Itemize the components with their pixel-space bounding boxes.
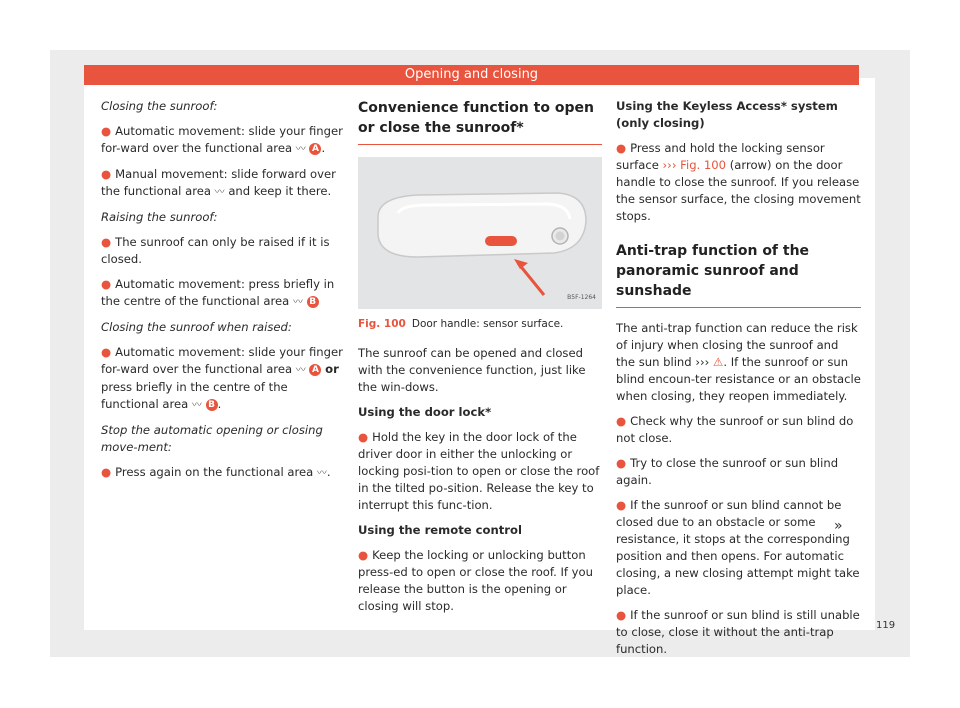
list-item [616,497,861,599]
wave-icon: 〰 [214,187,225,198]
wave-icon: 〰 [295,144,306,155]
door-handle-illustration [358,157,602,309]
item-text: Check why the sunroof or sun blind do not close. [616,414,854,445]
list-item [616,413,861,447]
or-text: or [325,362,339,376]
list-item [101,344,349,414]
bullet-icon: ● [616,414,627,428]
list-item [358,547,602,615]
item-text: (arrow) on the door handle to close the sunroof. If you release the sensor surface, the closing movement stops. [616,158,861,223]
bullet-icon: ● [101,235,112,249]
marker-a: A [309,143,321,155]
bullet-icon: ● [616,608,627,622]
caption-text: Door handle: sensor surface. [411,318,564,330]
warning-icon: ⚠ [712,355,724,369]
item-text: Hold the key in the door lock of the driver door in either the unlocking or locking posi-tion to open or close the roof in the tilted po-sition. Release the key to interrupt this func-tion. [358,430,600,512]
wave-icon: 〰 [295,365,306,376]
bullet-icon: ● [358,430,369,444]
bullet-icon: ● [616,141,627,155]
marker-b: B [307,296,319,308]
bullet-icon: ● [616,498,627,512]
item-text: Try to close the sunroof or sun blind again. [616,456,839,487]
section-title-antitrap: Anti-trap function of the panoramic sunroof and sunshade [616,241,861,308]
bullet-icon: ● [101,277,112,291]
list-item [616,140,861,225]
list-item [101,276,349,311]
item-text: Automatic movement: press briefly in the centre of the functional area [101,277,335,308]
item-text: The sunroof can only be raised if it is closed. [101,235,330,266]
bullet-icon: ● [101,345,112,359]
bullet-icon: ● [101,124,112,138]
list-item [101,166,349,201]
item-text: . [326,465,331,479]
list-item [101,123,349,158]
bullet-icon: ● [358,548,369,562]
closing-raised-heading: Closing the sunroof when raised: [101,320,292,334]
item-text: Automatic movement: slide your finger for-ward over the functional area [101,345,343,376]
stop-heading: Stop the automatic opening or closing move-ment: [101,423,323,454]
list-item [616,455,861,489]
raising-heading: Raising the sunroof: [101,210,218,224]
marker-b: B [206,399,218,411]
figure-code: B5F-1264 [567,294,596,301]
column-3 [616,98,861,666]
list-item [101,464,349,482]
figure-caption [358,317,602,331]
item-text: Press again on the functional area [115,465,314,479]
item-text: . [217,397,222,411]
page-header: Opening and closing [84,65,859,85]
item-text: press briefly in the centre of the functional area [101,380,288,411]
closing-heading: Closing the sunroof: [101,99,218,113]
wave-icon: 〰 [316,468,327,479]
door-lock-heading: Using the door lock* [358,405,492,419]
section-title-convenience: Convenience function to open or close the sunroof* [358,98,602,145]
item-text: Press and hold the locking sensor surface [616,141,825,172]
marker-a: A [309,364,321,376]
bullet-icon: ● [101,167,112,181]
item-text: . [321,141,326,155]
keyless-heading: Using the Keyless Access* system (only closing) [616,99,838,130]
figure-door-handle [358,157,602,309]
item-text: If the sunroof or sun blind is still unable to close, close it without the anti-trap function. [616,608,860,656]
continue-arrow: » [834,518,843,534]
figure-number: Fig. 100 [358,318,406,330]
column-1 [101,98,349,490]
wave-icon: 〰 [292,297,303,308]
list-item [101,234,349,268]
item-text: Manual movement: slide forward over the functional area [101,167,336,198]
column-2 [358,98,602,623]
page-number: 119 [876,620,896,631]
list-item [358,429,602,514]
item-text: . If the sunroof or sun blind encoun-ter resistance or an obstacle when closing, they reopen immediately. [616,355,861,403]
cross-reference[interactable]: ››› [695,355,710,369]
item-text: The anti-trap function can reduce the risk of injury when closing the sunroof and the sun blind [616,321,858,369]
bullet-icon: ● [616,456,627,470]
list-item [616,607,861,658]
wave-icon: 〰 [191,400,202,411]
item-text: Keep the locking or unlocking button press-ed to open or close the roof. If you release the button is the opening or closing will stop. [358,548,593,613]
remote-heading: Using the remote control [358,523,522,537]
item-text: If the sunroof or sun blind cannot be closed due to an obstacle or some resistance, it stops at the corresponding position and then opens. For automatic closing, a new closing attempt might take place. [616,498,860,597]
item-text: Automatic movement: slide your finger for-ward over the functional area [101,124,343,155]
intro-text: The sunroof can be opened and closed with the convenience function, just like the win-dows. [358,346,586,394]
item-text: and keep it there. [228,184,332,198]
bullet-icon: ● [101,465,112,479]
cross-reference[interactable]: ››› [662,158,677,172]
figure-link[interactable]: Fig. 100 [680,158,727,172]
antitrap-intro [616,320,861,405]
